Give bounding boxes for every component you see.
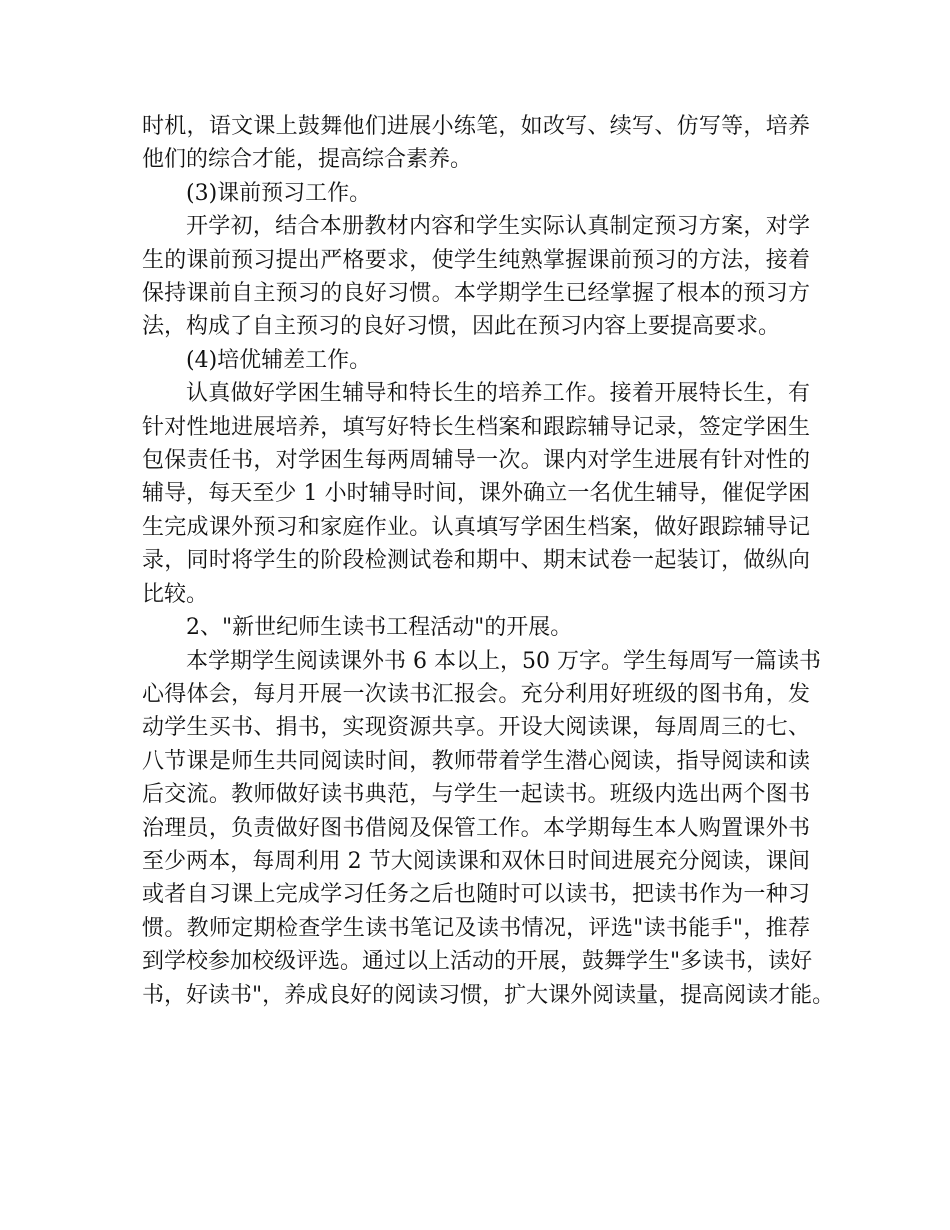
document-page (142, 110, 835, 1012)
text-line: 后交流。教师做好读书典范，与学生一起读书。班级内选出两个图书 (142, 782, 810, 808)
text-line: 辅导，每天至少 1 小时辅导时间，课外确立一名优生辅导，催促学困 (142, 481, 810, 507)
paragraph-preview (142, 210, 810, 344)
text-line: (3)课前预习工作。 (186, 180, 372, 206)
text-line: 开学初，结合本册教材内容和学生实际认真制定预习方案，对学 (186, 214, 810, 240)
section-heading-preview (142, 177, 810, 210)
text-line: 他们的综合才能，提高综合素养。 (142, 147, 473, 173)
text-line: 惯。教师定期检查学生读书笔记及读书情况，评选"读书能手"，推荐 (142, 915, 810, 941)
text-line: (4)培优辅差工作。 (186, 347, 372, 373)
section-heading-tutoring (142, 344, 810, 377)
text-line: 本学期学生阅读课外书 6 本以上，50 万字。学生每周写一篇读书 (186, 648, 821, 674)
text-line: 包保责任书，对学困生每两周辅导一次。课内对学生进展有针对性的 (142, 448, 810, 474)
text-line: 时机，语文课上鼓舞他们进展小练笔，如改写、续写、仿写等，培养 (142, 114, 810, 139)
text-line: 到学校参加校级评选。通过以上活动的开展，鼓舞学生"多读书，读好 (142, 949, 813, 975)
text-line: 录，同时将学生的阶段检测试卷和期中、期末试卷一起装订，做纵向 (142, 548, 810, 574)
paragraph-tutoring (142, 377, 810, 611)
text-line: 生的课前预习提出严格要求，使学生纯熟掌握课前预习的方法，接着 (142, 247, 810, 273)
paragraph-continuation (142, 110, 810, 177)
text-line: 心得体会，每月开展一次读书汇报会。充分利用好班级的图书角，发 (142, 681, 810, 707)
text-line: 法，构成了自主预习的良好习惯，因此在预习内容上要提高要求。 (142, 314, 781, 340)
text-line: 生完成课外预习和家庭作业。认真填写学困生档案，做好跟踪辅导记 (142, 514, 810, 540)
text-line: 针对性地进展培养，填写好特长生档案和跟踪辅导记录，签定学困生 (142, 414, 810, 440)
paragraph-reading (142, 645, 835, 1012)
text-line: 八节课是师生共同阅读时间，教师带着学生潜心阅读，指导阅读和读 (142, 748, 810, 774)
section-heading-reading (142, 611, 810, 644)
text-line: 治理员，负责做好图书借阅及保管工作。本学期每生本人购置课外书 (142, 815, 810, 841)
text-line: 书，好读书"，养成良好的阅读习惯，扩大课外阅读量，提高阅读才能。 (142, 982, 835, 1008)
text-line: 或者自习课上完成学习任务之后也随时可以读书，把读书作为一种习 (142, 882, 810, 908)
text-line: 至少两本，每周利用 2 节大阅读课和双休日时间进展充分阅读，课间 (142, 848, 810, 874)
text-line: 动学生买书、捐书，实现资源共享。开设大阅读课，每周周三的七、 (142, 715, 810, 741)
text-line: 2、"新世纪师生读书工程活动"的开展。 (186, 615, 573, 641)
text-line: 认真做好学困生辅导和特长生的培养工作。接着开展特长生，有 (186, 381, 810, 407)
text-line: 保持课前自主预习的良好习惯。本学期学生已经掌握了根本的预习方 (142, 281, 810, 307)
text-line: 比较。 (142, 581, 209, 607)
